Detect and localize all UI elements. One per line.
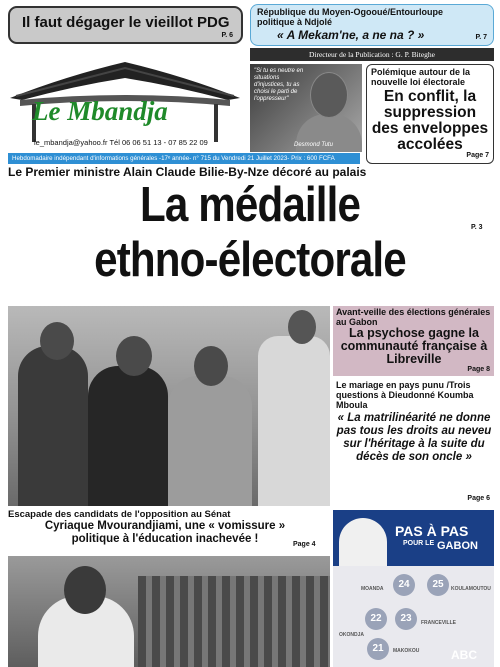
- teaser-page: Page 6: [467, 495, 490, 502]
- senate-crowd-photo: [8, 556, 330, 667]
- ad-step-label: KOULAMOUTOU: [451, 586, 491, 592]
- pas-a-pas-advert[interactable]: [333, 510, 494, 667]
- teaser-title: La psychose gagne la communauté française à Libreville: [340, 326, 488, 366]
- ad-subtitle: POUR LE: [403, 540, 435, 547]
- ad-step-label: MAKOKOU: [393, 648, 420, 654]
- main-headline[interactable]: [35, 178, 465, 288]
- teaser-page: Page 7: [466, 152, 489, 159]
- photo-figure: [168, 376, 252, 506]
- ad-step-number: 22: [365, 608, 387, 630]
- teaser-box-psychose[interactable]: [333, 306, 494, 376]
- photo-face: [288, 310, 316, 344]
- ad-step-label: OKONDJA: [339, 632, 365, 638]
- teaser-page: P. 6: [221, 32, 233, 39]
- photo-face: [64, 566, 106, 614]
- teaser-box-loi-electorale[interactable]: [366, 64, 494, 164]
- teaser-box-mariage[interactable]: [333, 380, 494, 504]
- ad-title: PAS À PAS: [395, 523, 469, 539]
- desmond-tutu-photo: [250, 64, 362, 152]
- teaser-title: « A Mekam'ne, a ne na ? »: [277, 28, 425, 42]
- photo-face: [116, 336, 152, 376]
- headline-kicker: Le Premier ministre Alain Claude Bilie-By-Nze décoré au palais: [8, 165, 367, 179]
- teaser-title: « La matrilinéarité ne donne pas tous les droits au neveu sur l'héritage à la suite du décès de son oncle »: [336, 412, 492, 463]
- teaser-box-ndjole[interactable]: [250, 4, 494, 46]
- teaser-title: Il faut dégager le vieillot PDG: [22, 14, 230, 31]
- ad-step-label: MOANDA: [361, 586, 384, 592]
- ad-subtitle-country: GABON: [437, 540, 478, 552]
- ad-step-number: 24: [393, 574, 415, 596]
- medal-ceremony-photo: [8, 306, 330, 506]
- director-line: Directeur de la Publication : G. P. Biteghe: [250, 48, 494, 61]
- tutu-name: Desmond Tutu: [294, 142, 333, 148]
- crowd: [138, 576, 330, 667]
- teaser-kicker: Avant-veille des élections générales au Gabon: [336, 307, 491, 327]
- tutu-quote: "Si tu es neutre en situations d'injustices, tu as choisi le parti de l'oppresseur": [254, 68, 304, 102]
- photo-face: [194, 346, 228, 386]
- ad-brand: ABC: [451, 648, 477, 662]
- ad-step-number: 21: [367, 638, 389, 660]
- photo-figure: [258, 336, 330, 506]
- ad-step-label: FRANCEVILLE: [421, 620, 456, 626]
- escapade-title[interactable]: Cyriaque Mvourandjiami, une « vomissure » politique à l'éducation inachevée !: [44, 520, 286, 545]
- photo-face: [310, 72, 348, 118]
- photo-face: [40, 322, 74, 360]
- masthead-logo: Le Mbandja: [32, 96, 168, 126]
- teaser-kicker: Polémique autour de la nouvelle loi électorale: [371, 67, 471, 87]
- teaser-kicker: Le mariage en pays punu /Trois questions à Dieudonné Koumba Mboula: [336, 380, 474, 410]
- teaser-kicker: République du Moyen-Ogooué/Entourloupe politique à Ndjolé: [257, 7, 443, 27]
- ad-figure: [339, 518, 387, 566]
- escapade-kicker: Escapade des candidats de l'opposition au Sénat: [8, 509, 231, 520]
- headline-page: P. 3: [471, 224, 483, 231]
- teaser-box-vieillot[interactable]: [8, 6, 243, 44]
- issue-banner: Hebdomadaire indépendant d'informations générales -17ᵉ année- n° 715 du Vendredi 21 Juillet 2023- Prix : 600 FCFA: [8, 153, 360, 164]
- headline-line-2: ethno-électorale: [94, 233, 406, 287]
- teaser-page: P. 7: [475, 34, 487, 41]
- contact-info: le_mbandja@yahoo.fr Tél 06 06 51 13 - 07 85 22 09: [34, 138, 208, 147]
- headline-line-1: La médaille: [139, 178, 361, 232]
- photo-figure: [18, 346, 88, 506]
- teaser-page: Page 8: [467, 366, 490, 373]
- ad-step-number: 25: [427, 574, 449, 596]
- escapade-page: Page 4: [293, 541, 316, 548]
- photo-figure: [88, 366, 168, 506]
- ad-step-number: 23: [395, 608, 417, 630]
- teaser-title: En conflit, la suppression des enveloppes accolées: [371, 88, 489, 153]
